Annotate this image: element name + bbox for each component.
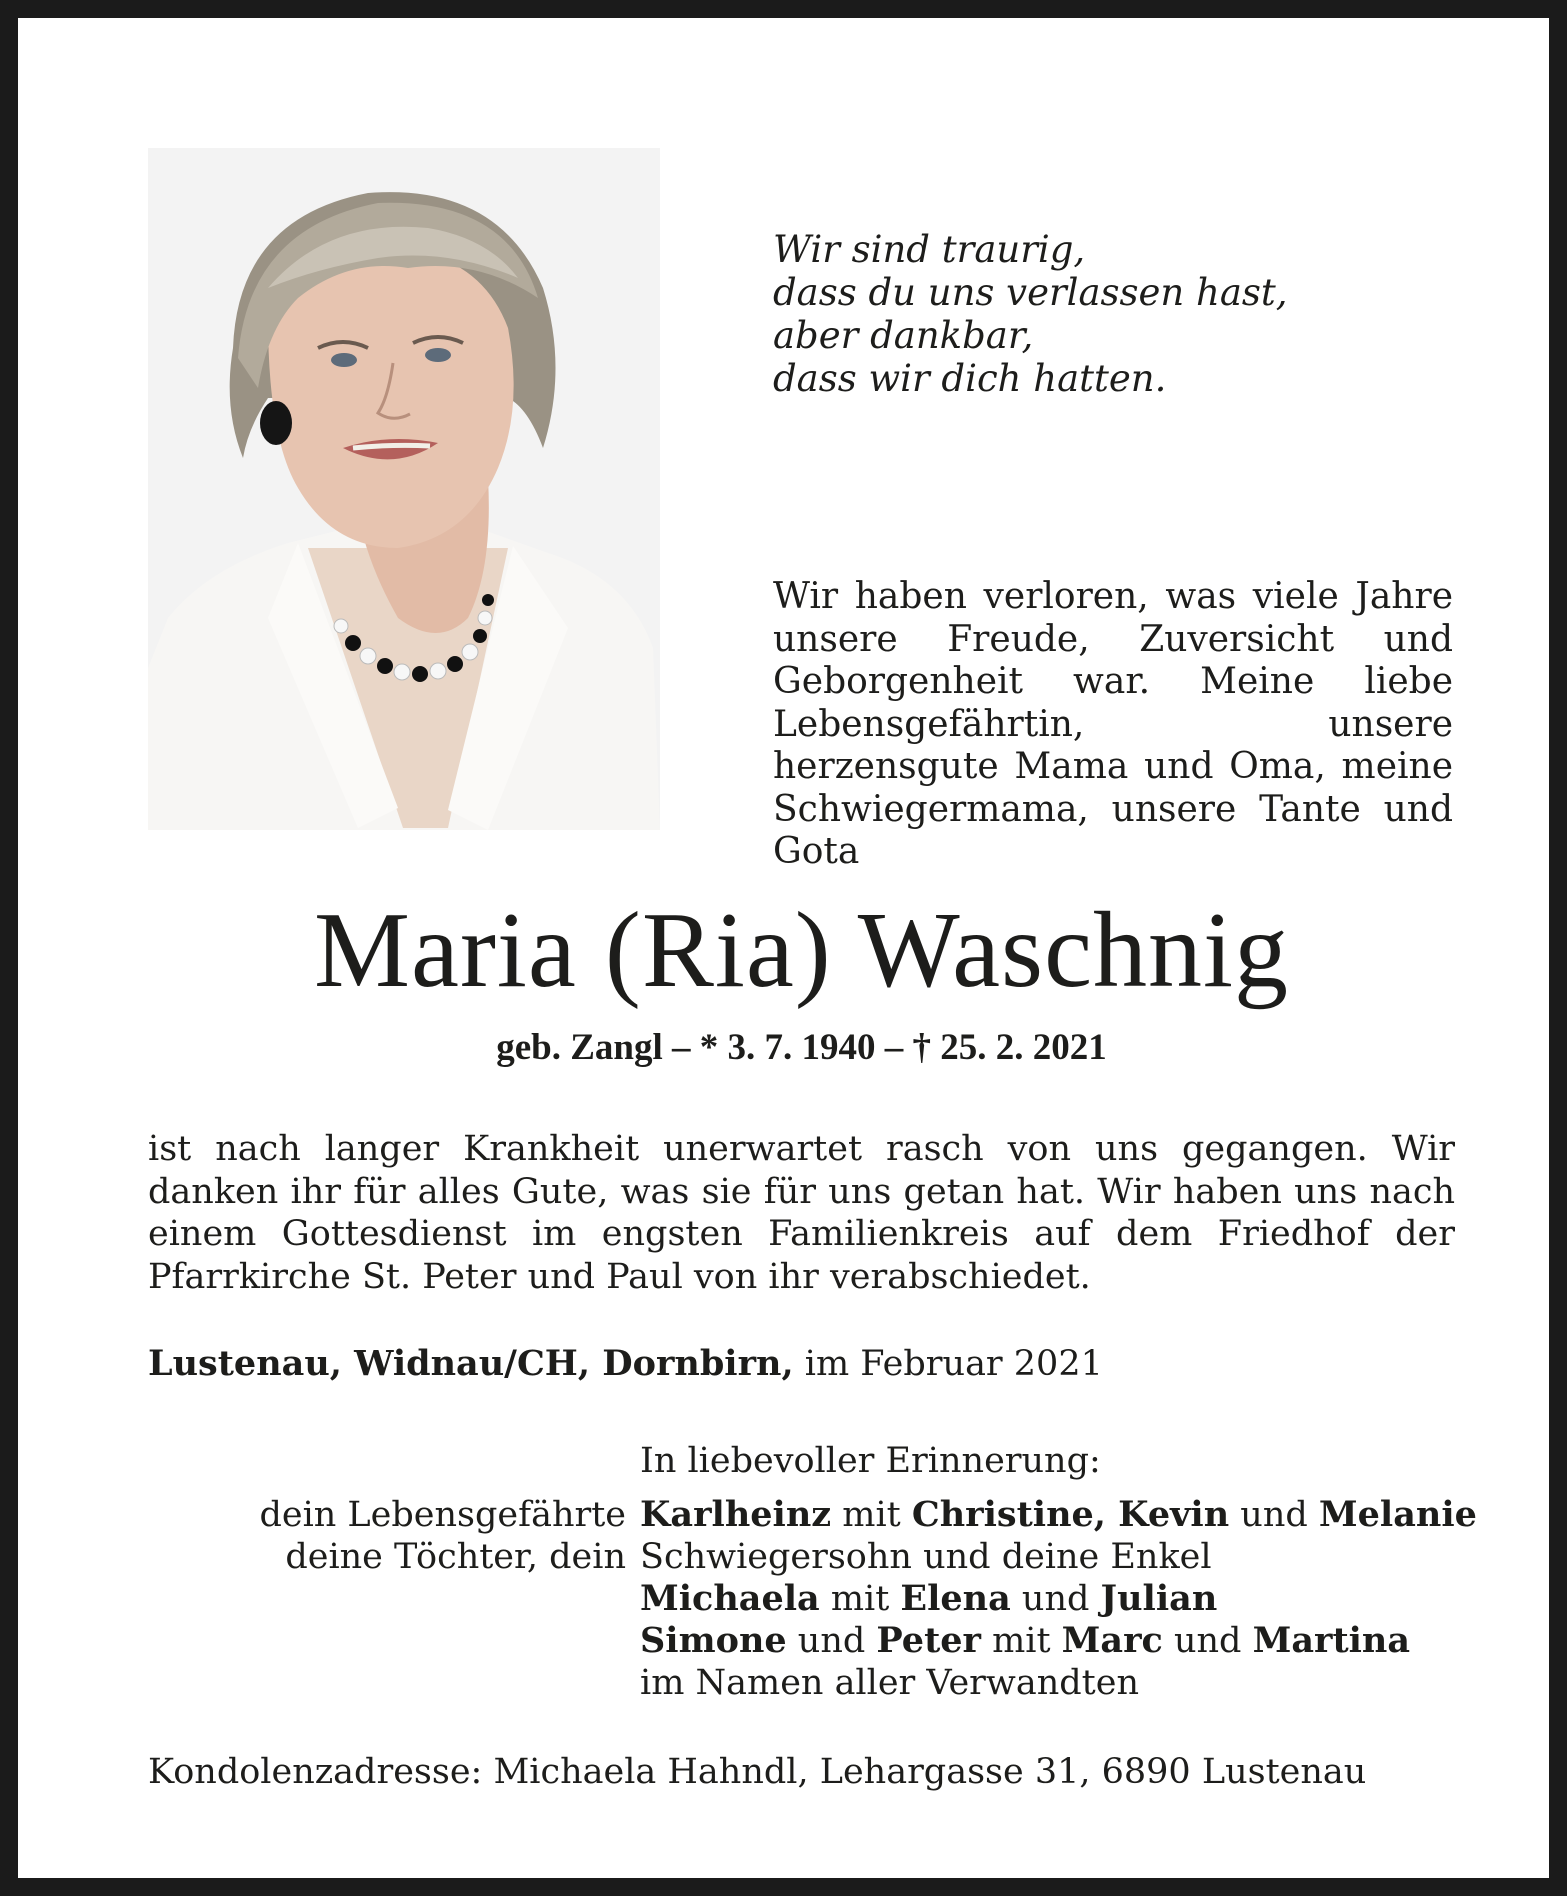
relation-label: deine Töchter, dein — [285, 1537, 626, 1577]
family-connector: mit — [980, 1621, 1062, 1661]
family-line: im Namen aller Verwandten — [640, 1663, 1139, 1703]
family-line — [640, 1494, 1477, 1536]
condolence-address: Kondolenzadresse: Michaela Hahndl, Lehargasse 31, 6890 Lustenau — [148, 1752, 1367, 1792]
family-connector: und — [786, 1621, 877, 1661]
family-name: Karlheinz — [640, 1494, 832, 1535]
deceased-name: Maria (Ria) Waschnig — [313, 891, 1290, 1010]
family-connector: und — [1010, 1579, 1101, 1619]
family-relations — [148, 1494, 626, 1578]
mourning-quote — [773, 228, 1288, 400]
family-name: Peter — [876, 1620, 981, 1661]
family-name: Melanie — [1318, 1494, 1477, 1535]
quote-line: aber dankbar, — [773, 314, 1034, 357]
quote-line: dass wir dich hatten. — [773, 357, 1167, 400]
family-connector: und — [1229, 1495, 1319, 1535]
family-line — [640, 1578, 1477, 1620]
announcement-paragraph: ist nach langer Krankheit unerwartet rasch von uns gegangen. Wir danken ihr für alles Gute, was sie für uns getan hat. Wir haben uns nach einem Gottesdienst im engsten Familienkreis auf dem Friedhof der Pfarrkirche St. Peter und Paul von ihr verabschiedet. — [148, 1129, 1455, 1297]
family-name: Julian — [1100, 1578, 1218, 1619]
family-names — [640, 1494, 1477, 1704]
family-line: Schwiegersohn und deine Enkel — [640, 1537, 1212, 1577]
family-name: Marc — [1061, 1620, 1163, 1661]
place-cities: Lustenau, Widnau/CH, Dornbirn, — [148, 1343, 794, 1384]
memory-heading: In liebevoller Erinnerung: — [640, 1441, 1101, 1481]
family-name: Elena — [900, 1578, 1011, 1619]
place-date: im Februar 2021 — [793, 1344, 1103, 1384]
family-name: Martina — [1252, 1620, 1411, 1661]
family-connector: und — [1162, 1621, 1253, 1661]
birth-death-dates: geb. Zangl – * 3. 7. 1940 – † 25. 2. 2021 — [496, 1027, 1107, 1068]
family-name: Simone — [640, 1620, 787, 1661]
portrait-photo — [148, 148, 660, 830]
portrait-illustration — [148, 148, 660, 830]
family-name: Christine, Kevin — [911, 1494, 1230, 1535]
family-line — [640, 1620, 1477, 1662]
place-date-line — [148, 1342, 1103, 1386]
quote-line: Wir sind traurig, — [773, 228, 1086, 271]
family-name: Michaela — [640, 1578, 820, 1619]
intro-paragraph: Wir haben verloren, was viele Jahre unsere Freude, Zuversicht und Geborgenheit war. Meine liebe Lebensgefährtin, unsere herzensgute Mama und Oma, meine Schwiegermama, unsere Tante und Gota — [773, 576, 1453, 872]
family-connector: mit — [831, 1495, 912, 1535]
relation-label: dein Lebensgefährte — [259, 1495, 626, 1535]
family-connector: mit — [819, 1579, 901, 1619]
quote-line: dass du uns verlassen hast, — [773, 271, 1288, 314]
